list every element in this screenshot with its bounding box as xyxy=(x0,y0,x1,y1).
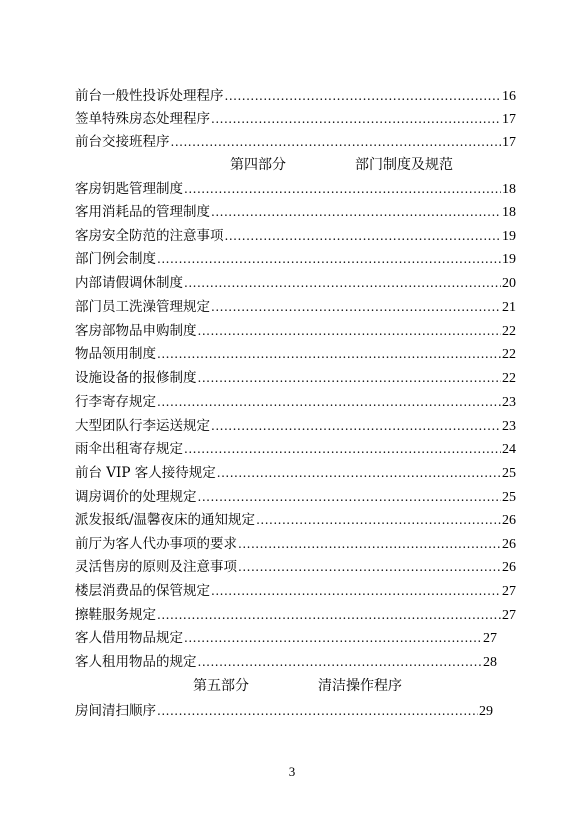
toc-entry-page: 22 xyxy=(502,324,516,339)
dot-leader xyxy=(211,201,501,223)
toc-entry-page: 26 xyxy=(502,513,516,528)
toc-entry-title: 物品领用制度 xyxy=(75,346,156,362)
toc-entry-page: 25 xyxy=(502,490,516,505)
toc-entry-title: 大型团队行李运送规定 xyxy=(75,418,210,434)
toc-entry-title: 客房安全防范的注意事项 xyxy=(75,228,224,244)
toc-entry xyxy=(75,320,516,342)
toc-entry-title: 前台 VIP 客人接待规定 xyxy=(75,465,216,481)
toc-entry-page: 18 xyxy=(502,182,516,197)
dot-leader xyxy=(211,296,501,318)
toc-entry-page: 23 xyxy=(502,395,516,410)
dot-leader xyxy=(184,272,501,294)
dot-leader xyxy=(256,509,501,531)
toc-entry-page: 22 xyxy=(502,371,516,386)
toc-entry-title: 设施设备的报修制度 xyxy=(75,370,197,386)
toc-entry-title: 签单特殊房态处理程序 xyxy=(75,111,210,127)
toc-entry-title: 客房部物品申购制度 xyxy=(75,323,197,339)
dot-leader xyxy=(225,225,502,247)
toc-entry xyxy=(75,178,516,200)
dot-leader xyxy=(217,462,501,484)
toc-entry-title: 部门例会制度 xyxy=(75,251,156,267)
toc-entry-title: 行李寄存规定 xyxy=(75,394,156,410)
toc-entry-page: 26 xyxy=(502,560,516,575)
toc-entry-page: 19 xyxy=(502,252,516,267)
toc-entry xyxy=(75,272,516,294)
toc-entry-page: 18 xyxy=(502,205,516,220)
page-number: 3 xyxy=(288,764,296,779)
toc-entry-page: 26 xyxy=(502,537,516,552)
dot-leader xyxy=(157,248,501,270)
dot-leader xyxy=(225,85,502,107)
toc-entry-title: 调房调价的处理规定 xyxy=(75,489,197,505)
toc-entry xyxy=(75,486,516,508)
toc-entry-page: 22 xyxy=(502,347,516,362)
dot-leader xyxy=(157,604,501,626)
toc-entry xyxy=(75,627,497,649)
toc-entry-page: 20 xyxy=(502,276,516,291)
toc-entry-page: 17 xyxy=(502,135,516,150)
toc-entry-title: 客房钥匙管理制度 xyxy=(75,181,183,197)
dot-leader xyxy=(198,367,502,389)
dot-leader xyxy=(211,108,501,130)
toc-entry-title: 雨伞出租寄存规定 xyxy=(75,441,183,457)
toc-entry-title: 客人借用物品规定 xyxy=(75,630,183,646)
dot-leader xyxy=(157,700,478,722)
toc-entry-title: 前厅为客人代办事项的要求 xyxy=(75,536,237,552)
toc-entry-page: 23 xyxy=(502,419,516,434)
toc-entry-page: 25 xyxy=(502,466,516,481)
toc-entry xyxy=(75,391,516,413)
toc-entry-page: 27 xyxy=(502,608,516,623)
toc-entry xyxy=(75,462,516,484)
toc-entry-title: 内部请假调休制度 xyxy=(75,275,183,291)
dot-leader xyxy=(184,178,501,200)
toc-entry-title: 前台一般性投诉处理程序 xyxy=(75,88,224,104)
toc-entry-title: 灵活售房的原则及注意事项 xyxy=(75,559,237,575)
toc-entry xyxy=(75,343,516,365)
dot-leader xyxy=(184,438,501,460)
toc-entry-page: 19 xyxy=(502,229,516,244)
toc-entry xyxy=(75,700,493,722)
toc-entry xyxy=(75,131,516,153)
toc-entry xyxy=(75,556,516,578)
toc-entry xyxy=(75,604,516,626)
toc-entry-title: 楼层消费品的保管规定 xyxy=(75,583,210,599)
toc-entry xyxy=(75,367,516,389)
section-heading-name: 清洁操作程序 xyxy=(318,678,402,694)
toc-entry xyxy=(75,651,497,673)
toc-entry xyxy=(75,201,516,223)
dot-leader xyxy=(198,320,502,342)
dot-leader xyxy=(211,415,501,437)
toc-entry xyxy=(75,533,516,555)
toc-entry-title: 派发报纸/温馨夜床的通知规定 xyxy=(75,512,256,528)
toc-entry-title: 客人租用物品的规定 xyxy=(75,654,197,670)
toc-entry-page: 21 xyxy=(502,300,516,315)
section-heading-label: 第五部分 xyxy=(193,678,249,694)
toc-entry-title: 前台交接班程序 xyxy=(75,134,170,150)
dot-leader xyxy=(238,533,501,555)
toc-entry xyxy=(75,248,516,270)
dot-leader xyxy=(184,627,482,649)
toc-entry-page: 16 xyxy=(502,89,516,104)
dot-leader xyxy=(157,391,501,413)
toc-entry-page: 24 xyxy=(502,442,516,457)
toc-entry-title: 擦鞋服务规定 xyxy=(75,607,156,623)
section-heading-label: 第四部分 xyxy=(230,157,286,173)
dot-leader xyxy=(198,486,502,508)
toc-entry-page: 27 xyxy=(483,631,497,646)
toc-entry-title: 房间清扫顺序 xyxy=(75,703,156,719)
toc-entry-page: 28 xyxy=(483,655,497,670)
toc-entry xyxy=(75,108,516,130)
toc-entry xyxy=(75,438,516,460)
dot-leader xyxy=(171,131,502,153)
toc-entry-page: 29 xyxy=(479,704,493,719)
toc-entry-page: 27 xyxy=(502,584,516,599)
dot-leader xyxy=(198,651,483,673)
dot-leader xyxy=(238,556,501,578)
toc-entry xyxy=(75,225,516,247)
toc-entry-title: 客用消耗品的管理制度 xyxy=(75,204,210,220)
toc-entry-page: 17 xyxy=(502,112,516,127)
toc-entry xyxy=(75,415,516,437)
toc-entry-title: 部门员工洗澡管理规定 xyxy=(75,299,210,315)
dot-leader xyxy=(211,580,501,602)
toc-entry xyxy=(75,296,516,318)
toc-entry xyxy=(75,580,516,602)
dot-leader xyxy=(157,343,501,365)
toc-entry xyxy=(75,509,516,531)
toc-entry xyxy=(75,85,516,107)
section-heading-name: 部门制度及规范 xyxy=(355,157,453,173)
